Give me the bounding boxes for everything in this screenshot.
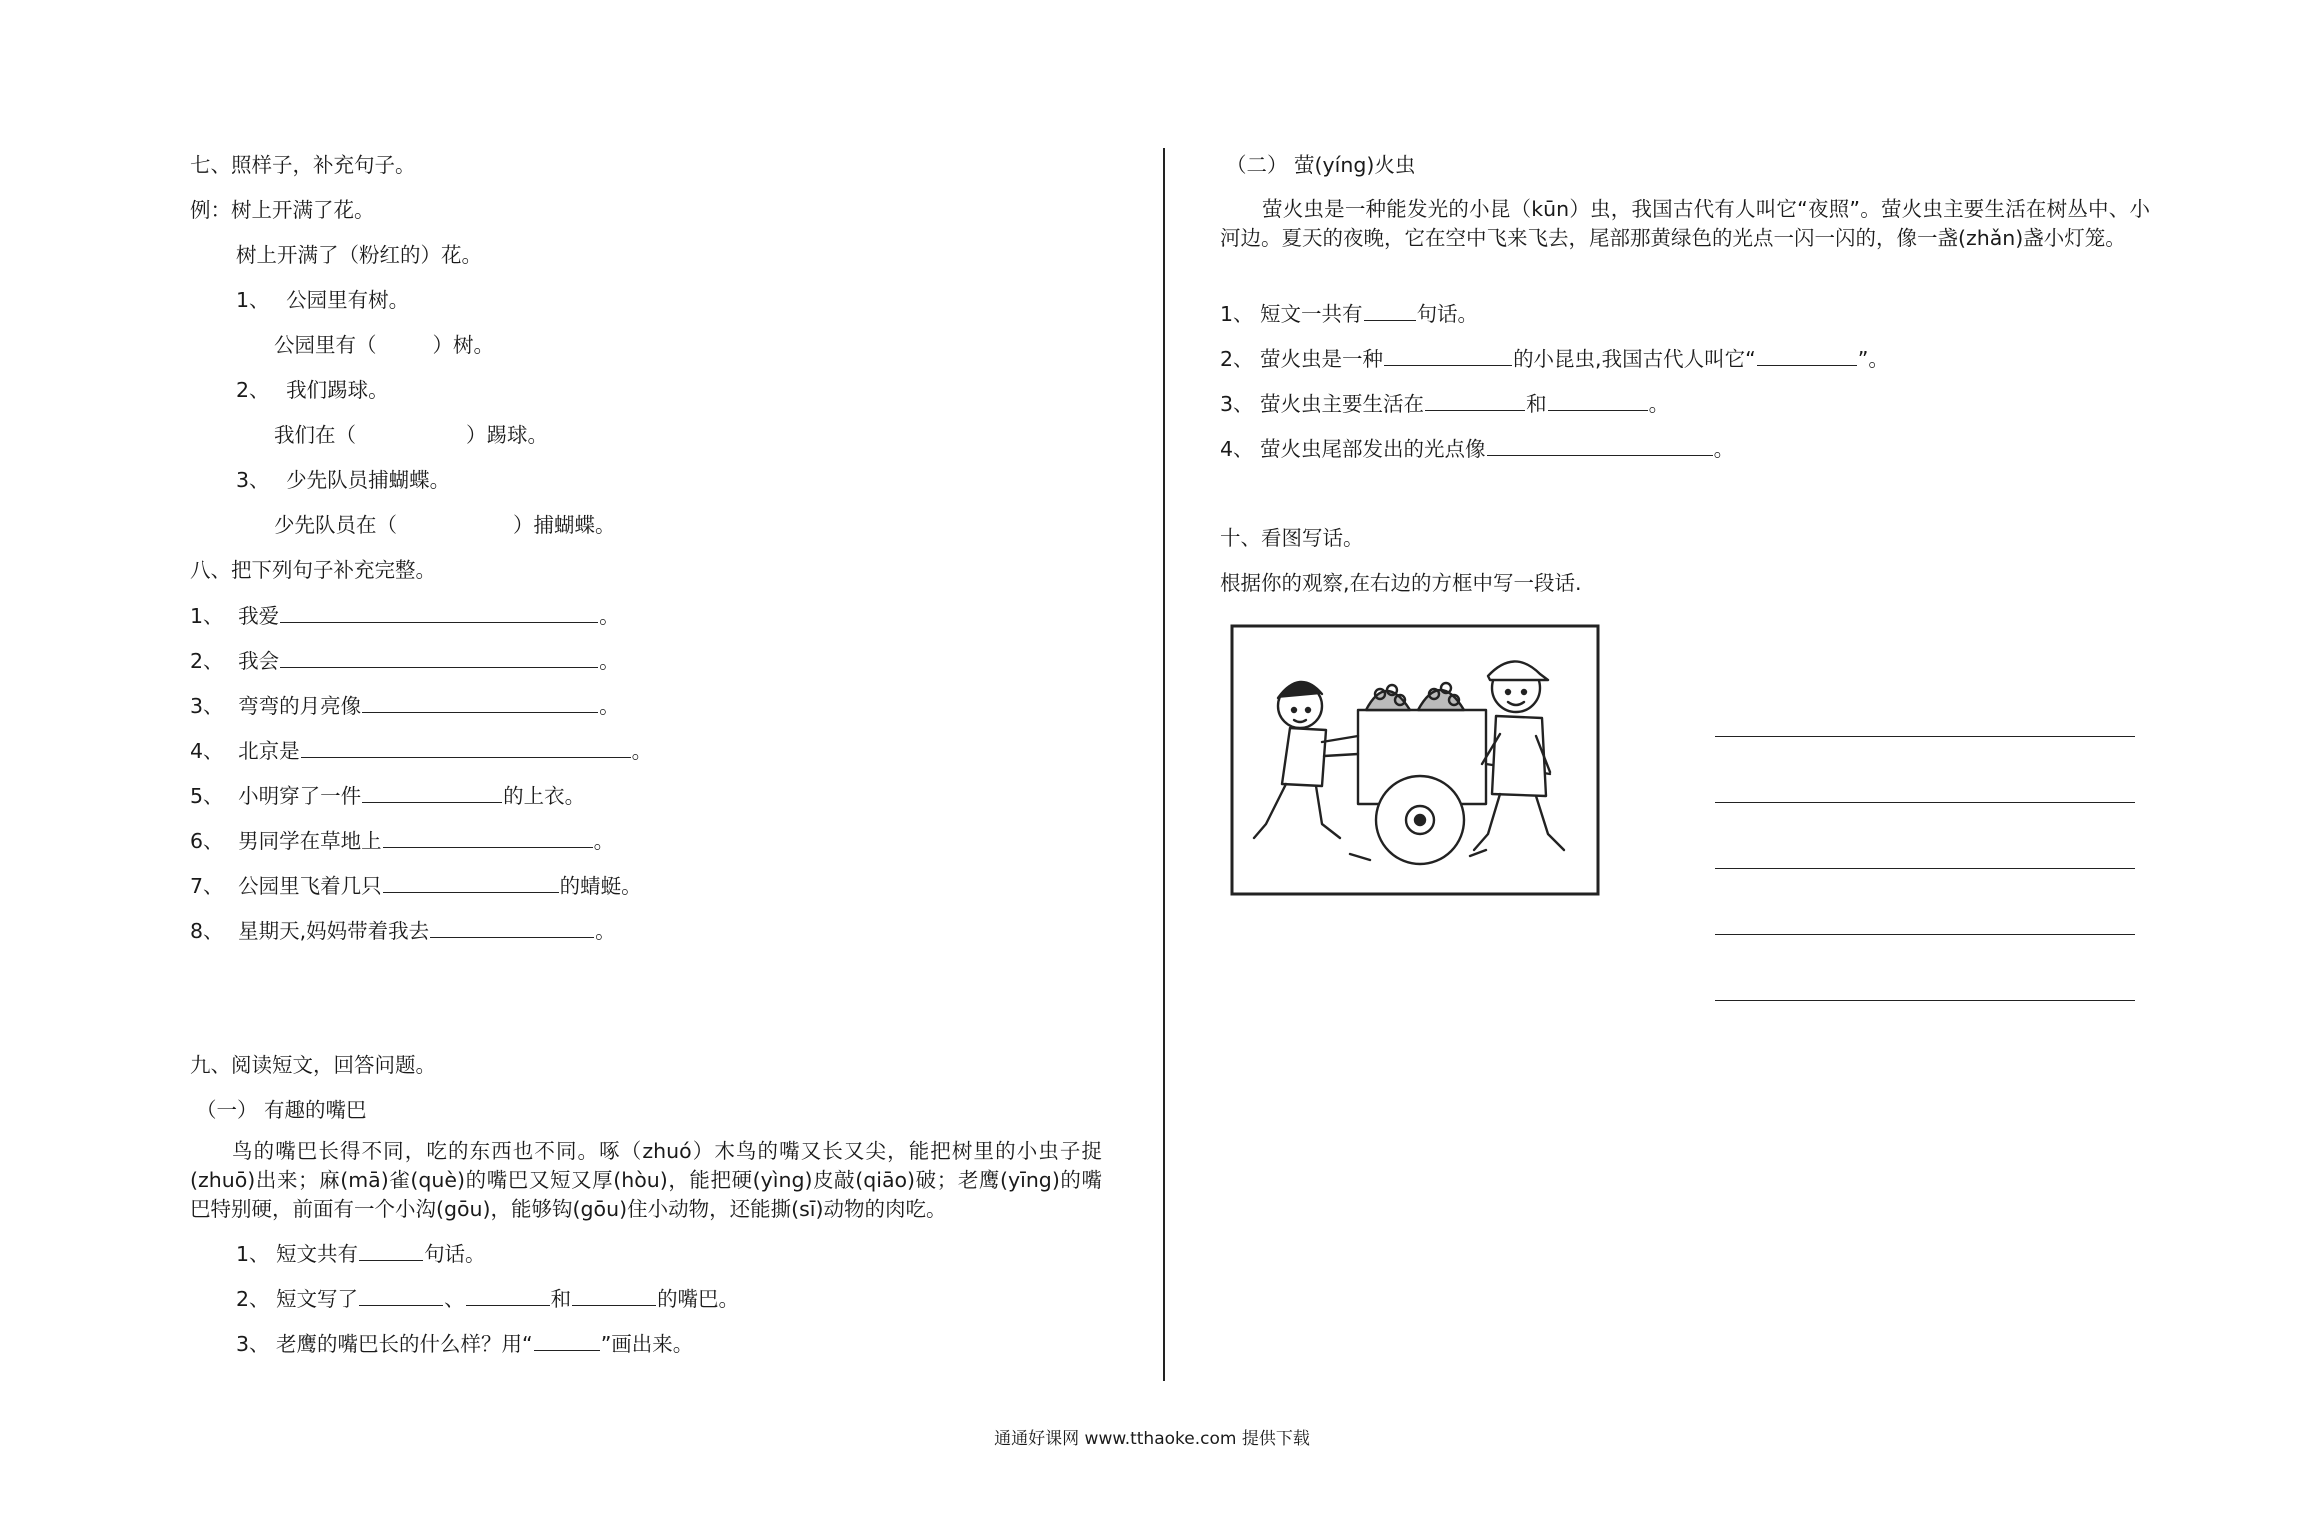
s8-item8-post: 。 (595, 919, 616, 943)
s8-item6-blank[interactable] (383, 827, 593, 848)
p1-q1-post: 句话。 (424, 1242, 486, 1266)
p1-question3 (236, 1330, 693, 1357)
s8-item7-pre: 公园里飞着几只 (238, 874, 382, 898)
p2-q2-blank2[interactable] (1757, 345, 1857, 366)
s8-item2-num: 2、 (190, 649, 224, 673)
section7-example-answer: 树上开满了（粉红的）花。 (236, 243, 482, 267)
section7-example: 例：树上开满了花。 (190, 198, 375, 222)
s8-item4-blank[interactable] (301, 737, 631, 758)
s7-item1-question (236, 287, 409, 313)
p2-q1-post: 句话。 (1416, 302, 1479, 326)
p2-q4-pre: 4、 萤火虫尾部发出的光点像 (1220, 437, 1486, 461)
s8-item8-pre: 星期天,妈妈带着我去 (238, 919, 430, 943)
s7-item2-q: 我们踢球。 (286, 378, 389, 402)
s7-item1-post: ）树。 (432, 333, 494, 357)
s7-item2-post: ）踢球。 (466, 423, 548, 447)
s7-item1-answer[interactable] (274, 332, 494, 358)
writing-line-1[interactable] (1715, 736, 2135, 737)
p2-q2-mid: 的小昆虫,我国古代人叫它“ (1513, 347, 1756, 371)
s8-item6-pre: 男同学在草地上 (238, 829, 382, 853)
p1-q3-underline-sample (534, 1330, 600, 1351)
p1-q1-pre: 1、 短文共有 (236, 1242, 359, 1266)
s8-item5-pre: 小明穿了一件 (238, 784, 362, 808)
s7-item2-pre: 我们在（ (274, 423, 356, 447)
s8-item7[interactable] (190, 872, 642, 899)
s7-item3-post: ）捕蝴蝶。 (513, 513, 616, 537)
s8-item5-post: 的上衣。 (503, 784, 586, 808)
s8-item5-num: 5、 (190, 784, 224, 808)
section10-instruction: 根据你的观察,在右边的方框中写一段话. (1220, 571, 1582, 595)
p2-q3-blank1[interactable] (1425, 390, 1525, 411)
p1-q2-blank1[interactable] (359, 1285, 443, 1306)
cart-illustration (1230, 624, 1600, 896)
passage1-title: （一） 有趣的嘴巴 (196, 1098, 367, 1122)
s8-item8[interactable] (190, 917, 616, 944)
p1-q2-blank2[interactable] (466, 1285, 550, 1306)
passage2-title: （二） 萤(yíng)火虫 (1226, 153, 1416, 177)
s8-item3-num: 3、 (190, 694, 224, 718)
p2-q1-pre: 1、 短文一共有 (1220, 302, 1363, 326)
s8-item1-post: 。 (599, 604, 620, 628)
s7-item1-pre: 公园里有（ (274, 333, 377, 357)
p1-q2-post: 的嘴巴。 (657, 1287, 740, 1311)
s7-item3-answer[interactable] (274, 512, 616, 538)
p2-q4-blank[interactable] (1487, 435, 1713, 456)
page-footer: 通通好课网 www.tthaoke.com 提供下载 (994, 1429, 1310, 1449)
p2-question1[interactable] (1220, 300, 1478, 327)
s8-item7-num: 7、 (190, 874, 224, 898)
p1-question2[interactable] (236, 1285, 739, 1312)
p2-question3[interactable] (1220, 390, 1669, 417)
p1-q2-pre: 2、 短文写了 (236, 1287, 359, 1311)
p2-q2-blank1[interactable] (1384, 345, 1512, 366)
s8-item2-pre: 我会 (238, 649, 280, 673)
p2-q2-pre: 2、 萤火虫是一种 (1220, 347, 1384, 371)
section9-title: 九、阅读短文，回答问题。 (190, 1053, 436, 1077)
writing-line-5[interactable] (1715, 1000, 2135, 1001)
p2-q3-blank2[interactable] (1548, 390, 1648, 411)
s7-item1-num: 1、 (236, 288, 270, 312)
s8-item4[interactable] (190, 737, 652, 764)
p1-q2-and: 和 (550, 1287, 572, 1311)
s8-item1-pre: 我爱 (238, 604, 280, 628)
s8-item6-num: 6、 (190, 829, 224, 853)
p2-q2-post: ”。 (1857, 347, 1889, 371)
passage2-text: 萤火虫是一种能发光的小昆（kūn）虫，我国古代有人叫它“夜照”。萤火虫主要生活在树丛中、小河边。夏天的夜晚，它在空中飞来飞去，尾部那黄绿色的光点一闪一闪的，像一盏(zhǎn)盏小灯笼。 (1220, 197, 2150, 250)
s7-item2-answer[interactable] (274, 422, 548, 448)
s8-item1-blank[interactable] (280, 602, 598, 623)
writing-line-2[interactable] (1715, 802, 2135, 803)
s7-item3-num: 3、 (236, 468, 270, 492)
s8-item3-blank[interactable] (362, 692, 598, 713)
s8-item5-blank[interactable] (362, 782, 502, 803)
p2-q3-pre: 3、 萤火虫主要生活在 (1220, 392, 1425, 416)
p1-q3-post: ”画出来。 (600, 1332, 694, 1356)
p1-question1[interactable] (236, 1240, 486, 1267)
s8-item1-num: 1、 (190, 604, 224, 628)
s7-item2-question (236, 377, 389, 403)
s7-item3-question (236, 467, 450, 493)
s8-item4-pre: 北京是 (238, 739, 300, 763)
s8-item4-post: 。 (631, 739, 653, 763)
p1-q2-blank3[interactable] (572, 1285, 656, 1306)
s8-item7-blank[interactable] (383, 872, 559, 893)
s7-item1-q: 公园里有树。 (286, 288, 410, 312)
p2-q3-and: 和 (1526, 392, 1547, 416)
column-divider (1163, 148, 1165, 1381)
section8-title: 八、把下列句子补充完整。 (190, 558, 436, 582)
s8-item8-blank[interactable] (430, 917, 594, 938)
p2-question2[interactable] (1220, 345, 1889, 372)
s7-item2-num: 2、 (236, 378, 270, 402)
p2-q1-blank[interactable] (1364, 300, 1416, 321)
s8-item1[interactable] (190, 602, 620, 629)
s8-item8-num: 8、 (190, 919, 224, 943)
passage1-text: 鸟的嘴巴长得不同，吃的东西也不同。啄（zhuó）木鸟的嘴又长又尖，能把树里的小虫子捉(zhuō)出来；麻(mā)雀(què)的嘴巴又短又厚(hòu)，能把硬(yìng)皮敲(qiāo)破；老鹰(yīng)的嘴巴特别硬，前面有一个小沟(gōu)，能够钩(gōu)住小动物，还能撕(sī)动物的肉吃。 (190, 1139, 1102, 1221)
writing-line-3[interactable] (1715, 868, 2135, 869)
s7-item3-pre: 少先队员在（ (274, 513, 397, 537)
s8-item3-pre: 弯弯的月亮像 (238, 694, 362, 718)
s7-item3-q: 少先队员捕蝴蝶。 (286, 468, 451, 492)
s8-item2-post: 。 (599, 649, 620, 673)
section10-title: 十、看图写话。 (1220, 526, 1364, 550)
s8-item5[interactable] (190, 782, 585, 809)
writing-line-4[interactable] (1715, 934, 2135, 935)
s8-item3-post: 。 (599, 694, 620, 718)
p1-q3-pre: 3、 老鹰的嘴巴长的什么样？用“ (236, 1332, 533, 1356)
p1-q2-sep: 、 (444, 1287, 465, 1311)
s8-item7-post: 的蜻蜓。 (559, 874, 642, 898)
p2-question4[interactable] (1220, 435, 1734, 462)
section7-title: 七、照样子，补充句子。 (190, 153, 416, 177)
s8-item3[interactable] (190, 692, 620, 719)
s8-item4-num: 4、 (190, 739, 224, 763)
p1-q1-blank[interactable] (359, 1240, 423, 1261)
s8-item2-blank[interactable] (280, 647, 598, 668)
p2-q4-post: 。 (1713, 437, 1735, 461)
p2-q3-post: 。 (1648, 392, 1670, 416)
s8-item2[interactable] (190, 647, 620, 674)
s8-item6-post: 。 (593, 829, 615, 853)
s8-item6[interactable] (190, 827, 614, 854)
